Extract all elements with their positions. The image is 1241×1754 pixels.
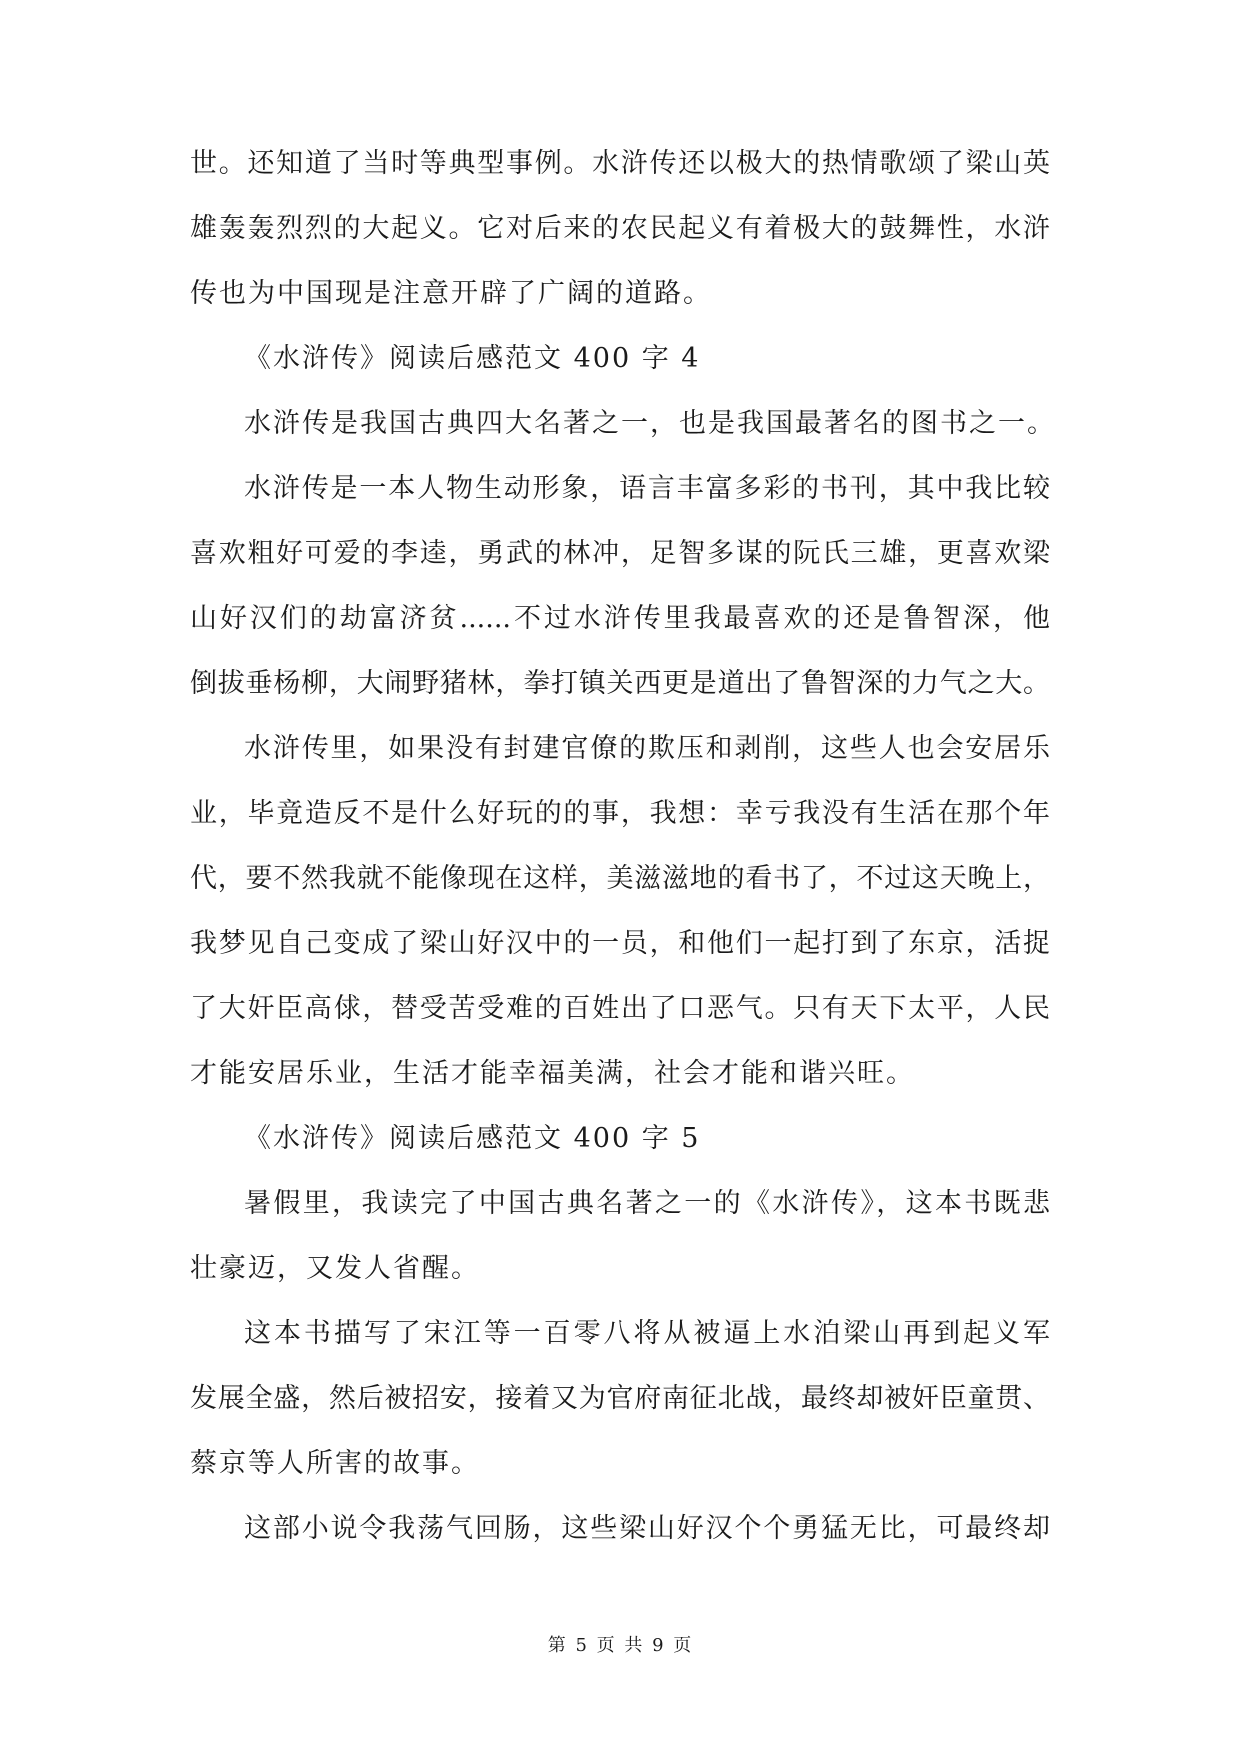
- paragraph-line: 喜欢粗好可爱的李逵，勇武的林冲，足智多谋的阮氏三雄，更喜欢梁: [190, 538, 1050, 569]
- paragraph-line: 代，要不然我就不能像现在这样，美滋滋地的看书了，不过这天晚上，: [190, 863, 1050, 894]
- section-heading: 《水浒传》阅读后感范文 400 字 4: [244, 343, 701, 374]
- paragraph-line: 蔡京等人所害的故事。: [190, 1448, 480, 1479]
- paragraph-line: 倒拔垂杨柳，大闹野猪林，拳打镇关西更是道出了鲁智深的力气之大。: [190, 668, 1050, 699]
- paragraph-line: 发展全盛，然后被招安，接着又为官府南征北战，最终却被奸臣童贯、: [190, 1383, 1050, 1414]
- paragraph-line: 水浒传是我国古典四大名著之一，也是我国最著名的图书之一。: [244, 408, 1056, 439]
- paragraph-line: 这本书描写了宋江等一百零八将从被逼上水泊梁山再到起义军: [244, 1318, 1050, 1349]
- paragraph-line: 世。还知道了当时等典型事例。水浒传还以极大的热情歌颂了梁山英: [190, 148, 1050, 179]
- paragraph-line: 业，毕竟造反不是什么好玩的的事，我想：幸亏我没有生活在那个年: [190, 798, 1050, 829]
- paragraph-line: 水浒传是一本人物生动形象，语言丰富多彩的书刊，其中我比较: [244, 473, 1050, 504]
- paragraph-line: 这部小说令我荡气回肠，这些梁山好汉个个勇猛无比，可最终却: [244, 1513, 1050, 1544]
- paragraph-line: 山好汉们的劫富济贫......不过水浒传里我最喜欢的还是鲁智深，他: [190, 603, 1050, 634]
- paragraph-line: 传也为中国现是注意开辟了广阔的道路。: [190, 278, 712, 309]
- paragraph-line: 我梦见自己变成了梁山好汉中的一员，和他们一起打到了东京，活捉: [190, 928, 1050, 959]
- paragraph-line: 了大奸臣高俅，替受苦受难的百姓出了口恶气。只有天下太平，人民: [190, 993, 1050, 1024]
- paragraph-line: 才能安居乐业，生活才能幸福美满，社会才能和谐兴旺。: [190, 1058, 915, 1089]
- page-number-footer: 第 5 页 共 9 页: [547, 1635, 694, 1656]
- paragraph-line: 壮豪迈，又发人省醒。: [190, 1253, 480, 1284]
- paragraph-line: 雄轰轰烈烈的大起义。它对后来的农民起义有着极大的鼓舞性，水浒: [190, 213, 1050, 244]
- section-heading: 《水浒传》阅读后感范文 400 字 5: [244, 1123, 701, 1154]
- paragraph-line: 暑假里，我读完了中国古典名著之一的《水浒传》，这本书既悲: [244, 1188, 1050, 1219]
- paragraph-line: 水浒传里，如果没有封建官僚的欺压和剥削，这些人也会安居乐: [244, 733, 1050, 764]
